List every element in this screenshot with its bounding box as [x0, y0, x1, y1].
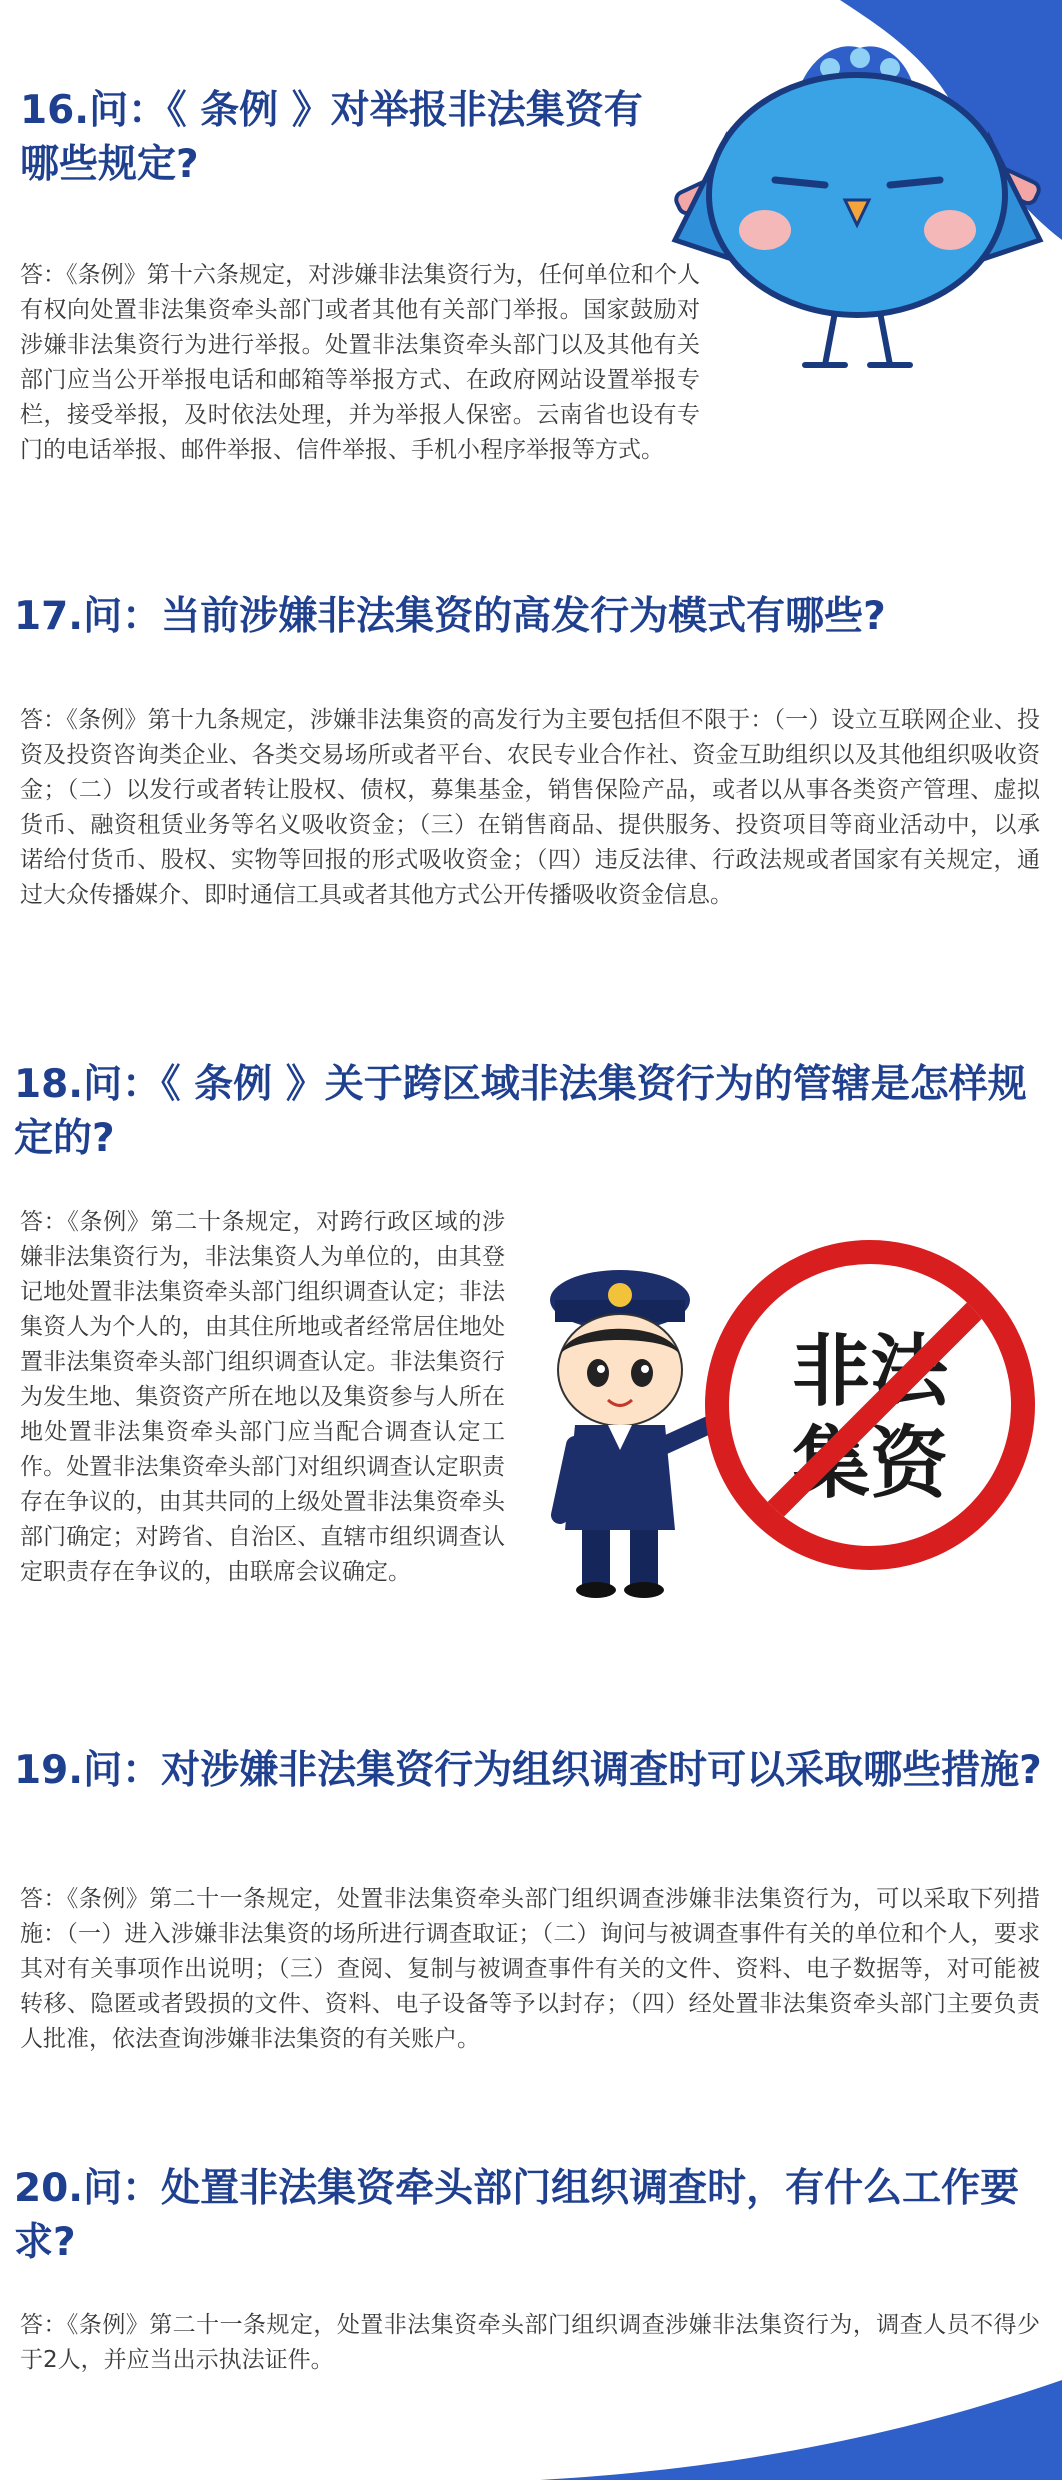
- answer-20: 答：《条例》第二十一条规定，处置非法集资牵头部门组织调查涉嫌非法集资行为，调查人员不得少于2人，并应当出示执法证件。: [20, 2312, 1040, 2373]
- question-16: 16.问：《 条例 》对举报非法集资有哪些规定?: [20, 88, 643, 187]
- answer-18: 答：《条例》第二十条规定，对跨行政区域的涉嫌非法集资行为，非法集资人为单位的，由其登记地处置非法集资牵头部门组织调查认定；非法集资人为个人的，由其住所地或者经常居住地处置非法集资牵头部门组织调查认定。非法集资行为发生地、集资资产所在地以及集资参与人所在地处置非法集资牵头部门应当配合调查认定工作。处置非法集资牵头部门对组织调查认定职责存在争议的，由其共同的上级处置非法集资牵头部门确定；对跨省、自治区、直辖市组织调查认定职责存在争议的，由联席会议确定。: [20, 1209, 505, 1585]
- answer-17: 答：《条例》第十九条规定，涉嫌非法集资的高发行为主要包括但不限于：（一）设立互联网企业、投资及投资咨询类企业、各类交易场所或者平台、农民专业合作社、资金互助组织以及其他组织吸收资金；（二）以发行或者转让股权、债权，募集基金，销售保险产品，或者以从事各类资产管理、虚拟货币、融资租赁业务等名义吸收资金；（三）在销售商品、提供服务、投资项目等商业活动中，以承诺给付货币、股权、实物等回报的形式吸收资金；（四）违反法律、行政法规或者国家有关规定，通过大众传播媒介、即时通信工具或者其他方式公开传播吸收资金信息。: [20, 707, 1040, 908]
- sign-text-line-1: 非法: [791, 1327, 948, 1417]
- no-illegal-fundraising-sign: [705, 1240, 1035, 1570]
- question-18: 18.问：《 条例 》关于跨区域非法集资行为的管辖是怎样规定的?: [14, 1062, 1027, 1161]
- corner-decoration-bottom: [500, 2380, 1062, 2480]
- answer-19: 答：《条例》第二十一条规定，处置非法集资牵头部门组织调查涉嫌非法集资行为，可以采取下列措施：（一）进入涉嫌非法集资的场所进行调查取证；（二）询问与被调查事件有关的单位和个人，要求其对有关事项作出说明；（三）查阅、复制与被调查事件有关的文件、资料、电子数据等，对可能被转移、隐匿或者毁损的文件、资料、电子设备等予以封存；（四）经处置非法集资牵头部门主要负责人批准，依法查询涉嫌非法集资的有关账户。: [20, 1886, 1040, 2052]
- question-20: 20.问：处置非法集资牵头部门组织调查时，有什么工作要求?: [14, 2166, 1020, 2265]
- mascot-bird-illustration: [655, 20, 1060, 380]
- question-19: 19.问：对涉嫌非法集资行为组织调查时可以采取哪些措施?: [14, 1748, 1042, 1793]
- sign-text-line-2: 集资: [791, 1419, 948, 1509]
- question-17: 17.问：当前涉嫌非法集资的高发行为模式有哪些?: [14, 594, 886, 639]
- police-officer-illustration: [520, 1245, 720, 1605]
- answer-16: 答：《条例》第十六条规定，对涉嫌非法集资行为，任何单位和个人有权向处置非法集资牵头部门或者其他有关部门举报。国家鼓励对涉嫌非法集资行为进行举报。处置非法集资牵头部门以及其他有关部门应当公开举报电话和邮箱等举报方式、在政府网站设置举报专栏，接受举报，及时依法处理，并为举报人保密。云南省也设有专门的电话举报、邮件举报、信件举报、手机小程序举报等方式。: [20, 262, 700, 463]
